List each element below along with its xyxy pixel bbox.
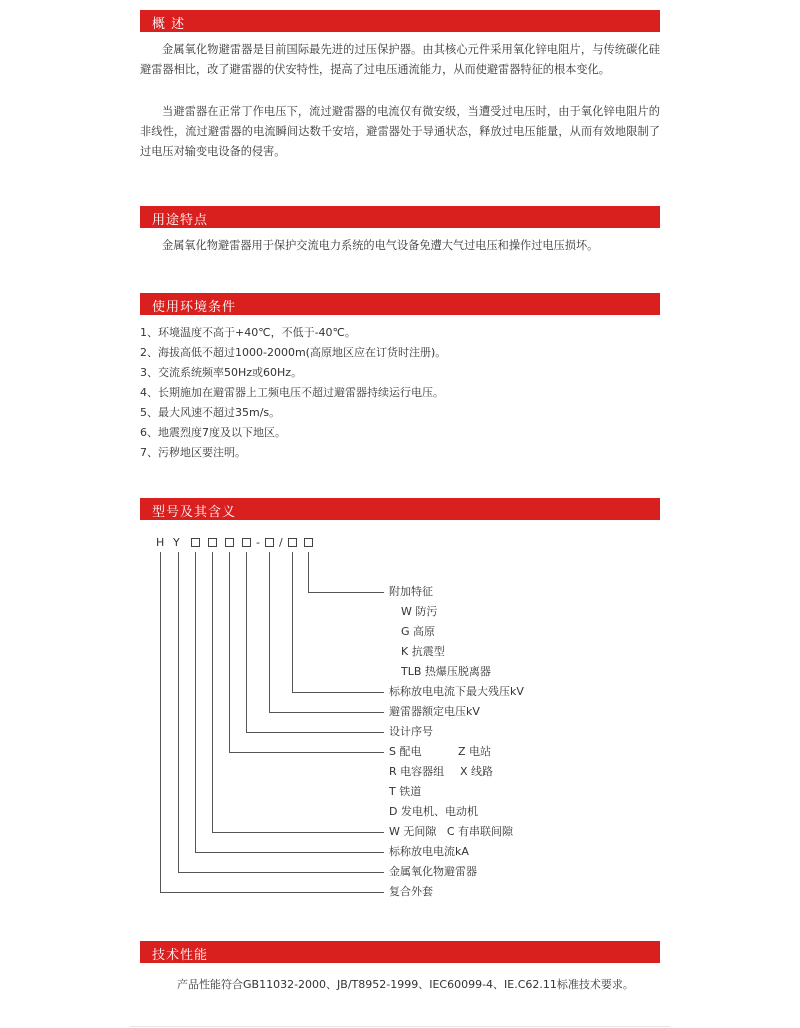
section-title: 技术性能 [152,948,209,963]
leader-line [178,872,384,873]
usage-text: 金属氧化物避雷器用于保护交流电力系统的电气设备免遭大气过电压和操作过电压损坏。 [162,239,599,252]
leader-line [246,732,384,733]
list-item: 6、地震烈度7度及以下地区。 [140,426,286,439]
leader-line [308,552,309,592]
leader-line [212,552,213,832]
section-header-overview [140,10,660,32]
leader-line [308,592,384,593]
label-current: 标称放电电流kA [389,845,469,858]
label-extra-w: W 防污 [401,605,438,618]
label-gap: W 无间隙 C 有串联间隙 [389,825,514,838]
leader-line [160,892,384,893]
section-title: 用途特点 [152,213,209,228]
conditions-list [140,323,660,463]
list-item: 4、长期施加在避雷器上工频电压不超过避雷器持续运行电压。 [140,386,444,399]
code-letter-y: Y [173,536,180,549]
label-use-d: D 发电机、电动机 [389,805,478,818]
label-use-r: R 电容器组 [389,765,445,778]
section-title: 型号及其含义 [152,505,237,520]
section-title: 使用环境条件 [152,300,237,315]
label-housing: 复合外套 [389,885,433,898]
leader-line [160,552,161,892]
code-box [265,538,274,547]
list-item: 1、环境温度不高于+40℃，不低于-40℃。 [140,326,356,339]
leader-line [292,552,293,692]
overview-paragraph: 当避雷器在正常丁作电压下，流过避雷器的电流仅有微安级，当遭受过电压时，由于氧化锌电阻片的非线性，流过避雷器的电流瞬间达数千安培，避雷器处于导通状态，释放过电压能量，从而有效地限制了过电压对输变电设备的侵害。 [140,105,660,158]
leader-line [269,552,270,712]
code-box [225,538,234,547]
label-use-t: T 铁道 [389,785,422,798]
code-box [288,538,297,547]
list-item: 7、污秽地区要注明。 [140,446,246,459]
list-item: 5、最大风速不超过35m/s。 [140,406,281,419]
label-use-x: X 线路 [460,765,494,778]
list-item: 3、交流系统频率50Hz或60Hz。 [140,366,303,379]
leader-line [246,552,247,732]
label-moa: 金属氧化物避雷器 [389,865,477,878]
leader-line [269,712,384,713]
code-slash: / [279,536,283,549]
code-letter-h: H [156,536,165,549]
section-header-performance [140,941,660,963]
label-extra: 附加特征 [389,585,433,598]
label-design: 设计序号 [389,725,433,738]
section-header-model [140,498,660,520]
leader-line [229,752,384,753]
label-use-z: Z 电站 [458,745,492,758]
label-extra-tlb: TLB 热爆压脱离器 [401,665,491,678]
bottom-divider [130,1026,670,1027]
code-box [242,538,251,547]
section-header-conditions [140,293,660,315]
section-title: 概 述 [152,17,186,32]
label-extra-k: K 抗震型 [401,645,445,658]
label-use-s: S 配电 [389,745,422,758]
leader-line [195,852,384,853]
leader-line [178,552,179,872]
code-box [304,538,313,547]
leader-line [212,832,384,833]
code-dash: - [256,536,260,549]
code-box [208,538,217,547]
label-extra-g: G 高原 [401,625,436,638]
leader-line [195,552,196,852]
overview-paragraph: 金属氧化物避雷器是目前国际最先进的过压保护器。由其核心元件采用氧化锌电阻片，与传统碳化硅避雷器相比，改了避雷器的伏安特性，提高了过电压通流能力，从而使避雷器特征的根本变化。 [140,43,660,76]
label-rated: 避雷器额定电压kV [389,705,480,718]
list-item: 2、海拔高低不超过1000-2000m(高原地区应在订货时注册)。 [140,346,447,359]
performance-text: 产品性能符合GB11032-2000、JB/T8952-1999、IEC60099-4、IE.C62.11标准技术要求。 [177,978,634,991]
section-header-usage [140,206,660,228]
leader-line [292,692,384,693]
label-residual: 标称放电电流下最大残压kV [389,685,524,698]
leader-line [229,552,230,752]
code-box [191,538,200,547]
